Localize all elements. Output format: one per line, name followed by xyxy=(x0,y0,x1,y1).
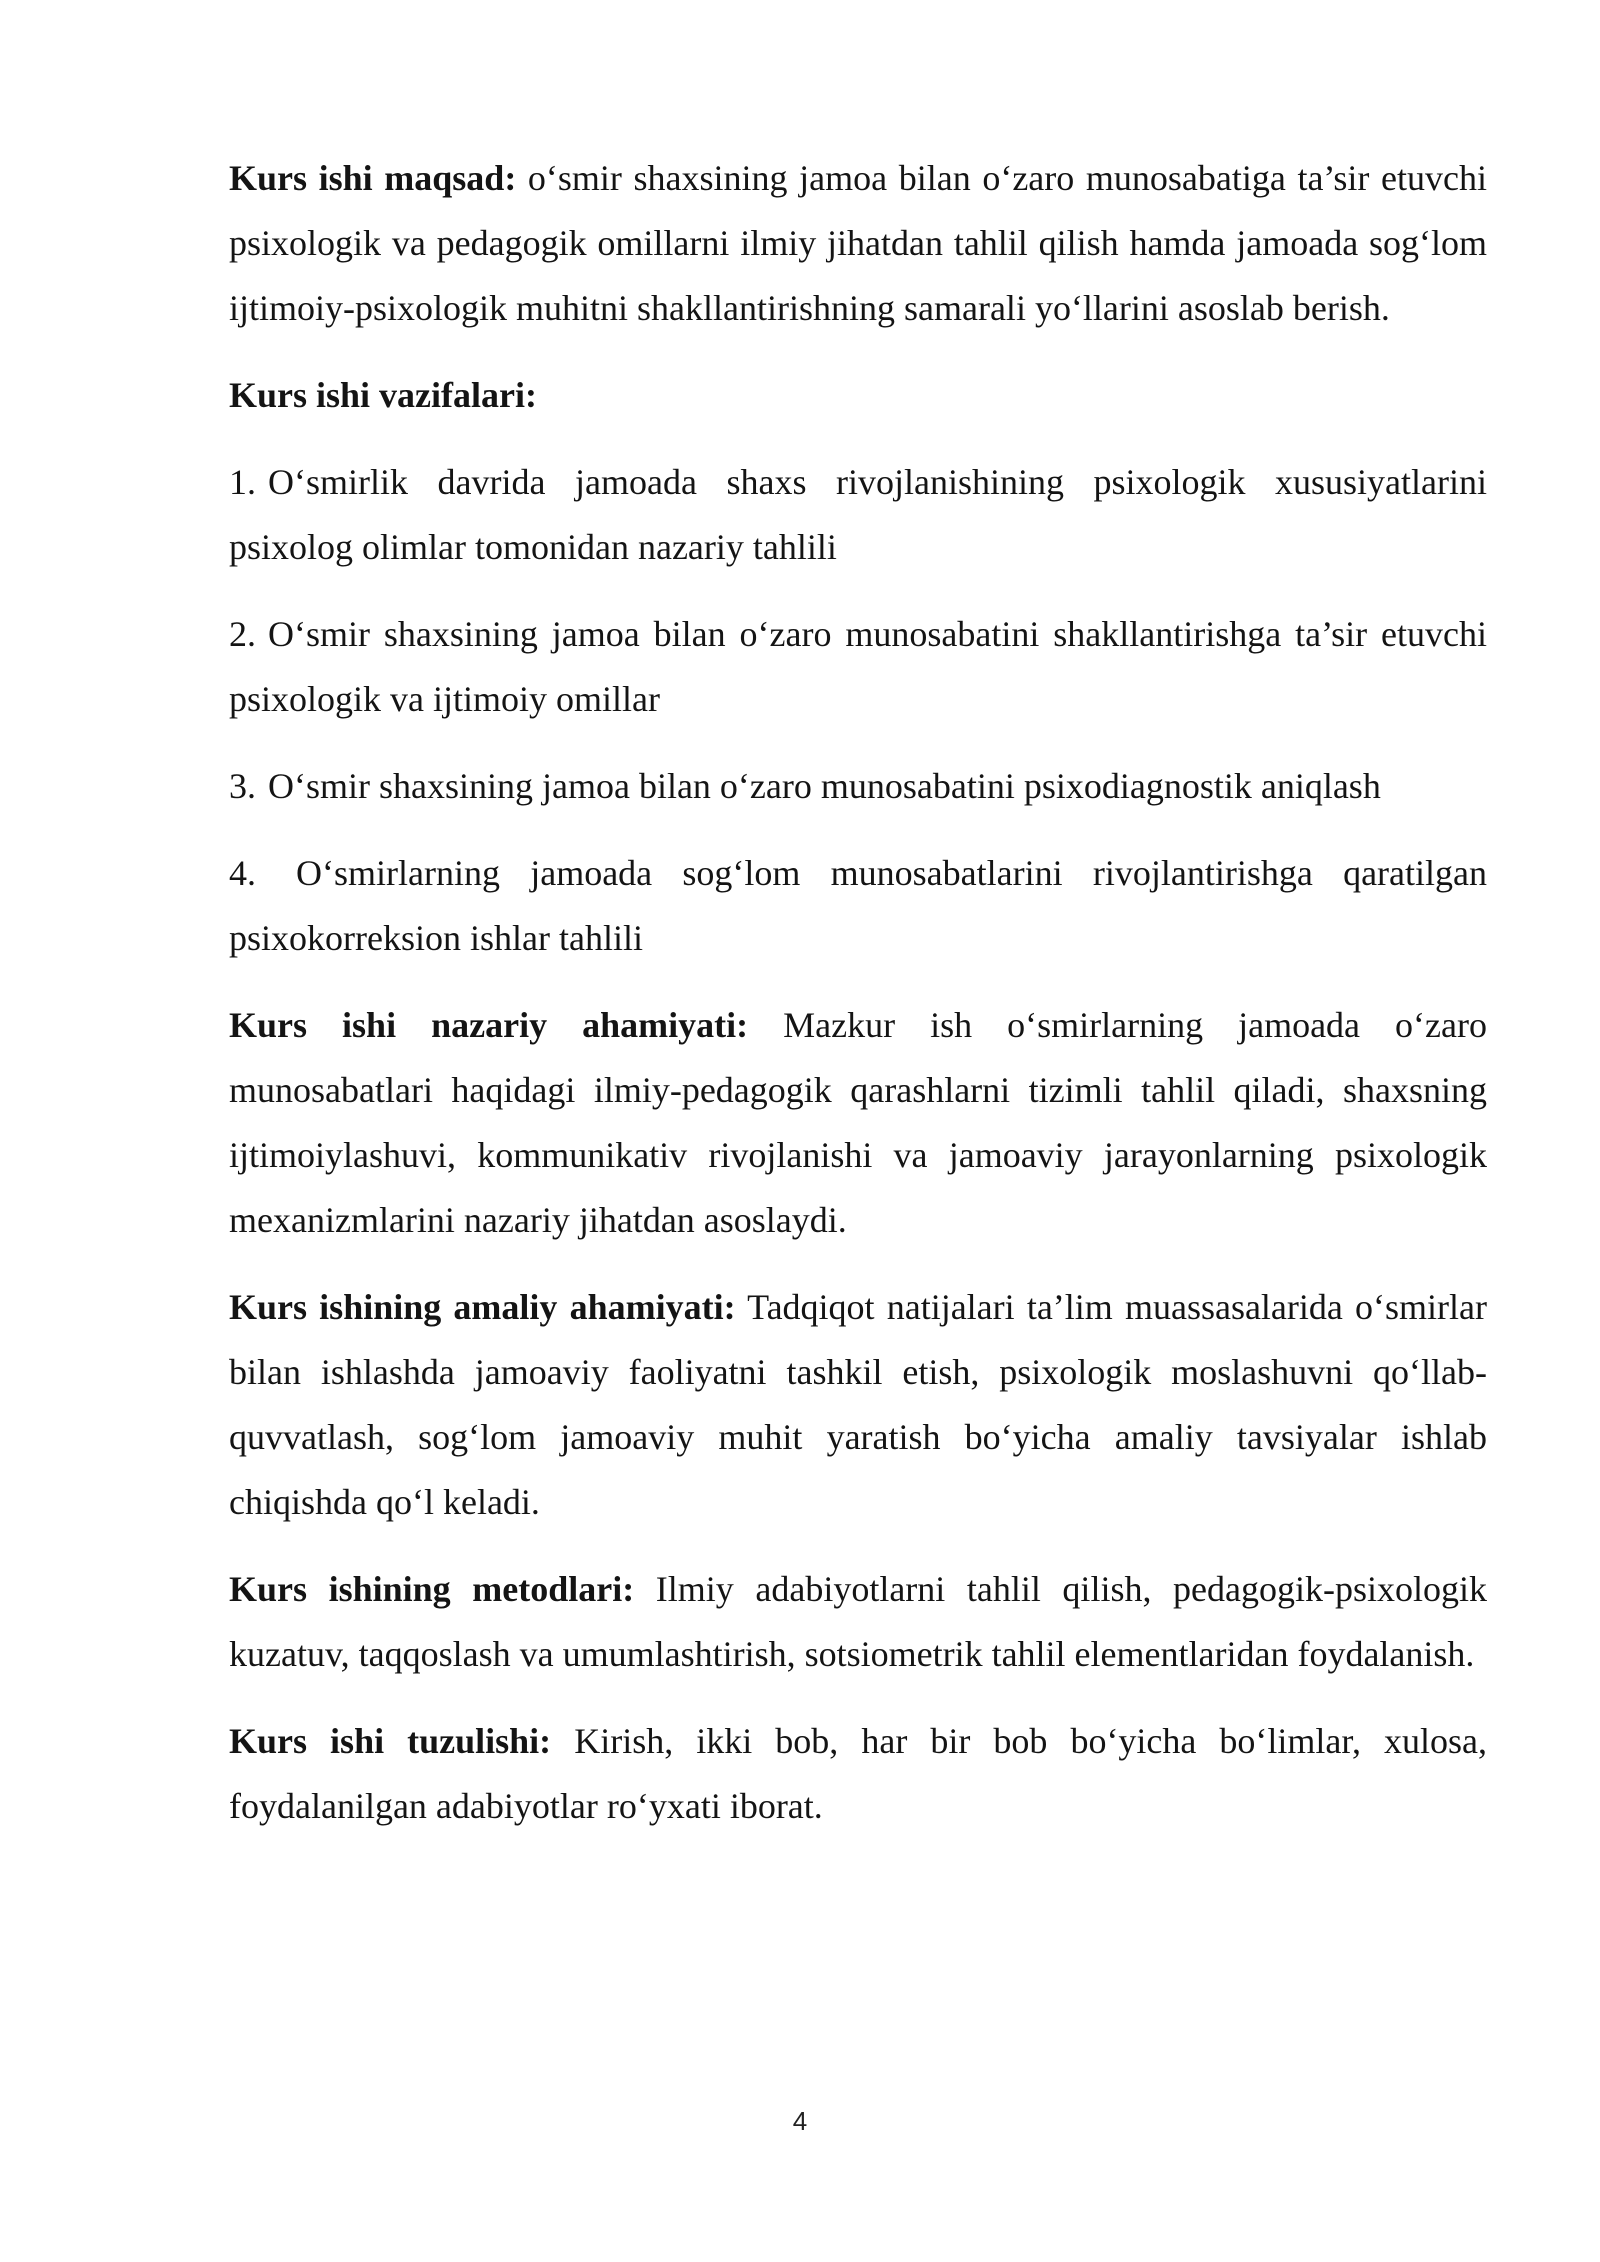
vazifalari-heading: Kurs ishi vazifalari: xyxy=(229,375,537,415)
nazariy-label: Kurs ishi nazariy ahamiyati: xyxy=(229,1005,749,1045)
maqsad-paragraph xyxy=(229,146,1487,341)
task-number: 3. xyxy=(229,766,256,806)
page-number: 4 xyxy=(792,2106,808,2136)
task-number: 2. xyxy=(229,614,256,654)
task-number: 1. xyxy=(229,462,256,502)
nazariy-paragraph xyxy=(229,993,1487,1253)
task-number: 4. xyxy=(229,853,256,893)
task-text: O‘smir shaxsining jamoa bilan o‘zaro munosabatini shakllantirishga ta’sir etuvchi psixologik va ijtimoiy omillar xyxy=(229,614,1487,719)
tuzulishi-label: Kurs ishi tuzulishi: xyxy=(229,1721,552,1761)
nazariy-text: Mazkur ish o‘smirlarning jamoada o‘zaro munosabatlari haqidagi ilmiy-pedagogik qarashlarni tizimli tahlil qiladi, shaxsning ijtimoiylashuvi, kommunikativ rivojlanishi va jamoaviy jarayonlarning psixologik mexanizmlarini nazariy jihatdan asoslaydi. xyxy=(229,1005,1487,1240)
maqsad-text: o‘smir shaxsining jamoa bilan o‘zaro munosabatiga ta’sir etuvchi psixologik va pedagogik omillarni ilmiy jihatdan tahlil qilish hamda jamoada sog‘lom ijtimoiy-psixologik muhitni shakllantirishning samarali yo‘llarini asoslab berish. xyxy=(229,158,1488,328)
metodlari-text: Ilmiy adabiyotlarni tahlil qilish, pedagogik-psixologik kuzatuv, taqqoslash va umumlashtirish, sotsiometrik tahlil elementlaridan foydalanish. xyxy=(229,1569,1487,1674)
task-text: O‘smir shaxsining jamoa bilan o‘zaro munosabatini psixodiagnostik aniqlash xyxy=(268,766,1381,806)
amaliy-label: Kurs ishining amaliy ahamiyati: xyxy=(229,1287,736,1327)
tuzulishi-text: Kirish, ikki bob, har bir bob bo‘yicha bo‘limlar, xulosa, foydalanilgan adabiyotlar ro‘yxati iborat. xyxy=(229,1721,1487,1826)
amaliy-text: Tadqiqot natijalari ta’lim muassasalarida o‘smirlar bilan ishlashda jamoaviy faoliyatni tashkil etish, psixologik moslashuvni qo‘llab-quvvatlash, sog‘lom jamoaviy muhit yaratish bo‘yicha amaliy tavsiyalar ishlab chiqishda qo‘l keladi. xyxy=(229,1287,1487,1522)
metodlari-label: Kurs ishining metodlari: xyxy=(229,1569,635,1609)
amaliy-paragraph xyxy=(229,1275,1487,1535)
task-item xyxy=(229,841,1487,971)
maqsad-label: Kurs ishi maqsad: xyxy=(229,158,517,198)
metodlari-paragraph xyxy=(229,1557,1487,1687)
task-item xyxy=(229,450,1487,580)
tuzulishi-paragraph xyxy=(229,1709,1487,1839)
document-page xyxy=(229,146,1487,1861)
task-item xyxy=(229,602,1487,732)
task-item xyxy=(229,754,1487,819)
task-text: O‘smirlik davrida jamoada shaxs rivojlanishining psixologik xususiyatlarini psixolog olimlar tomonidan nazariy tahlili xyxy=(229,462,1487,567)
task-text: O‘smirlarning jamoada sog‘lom munosabatlarini rivojlantirishga qaratilgan psixokorreksion ishlar tahlili xyxy=(229,853,1487,958)
